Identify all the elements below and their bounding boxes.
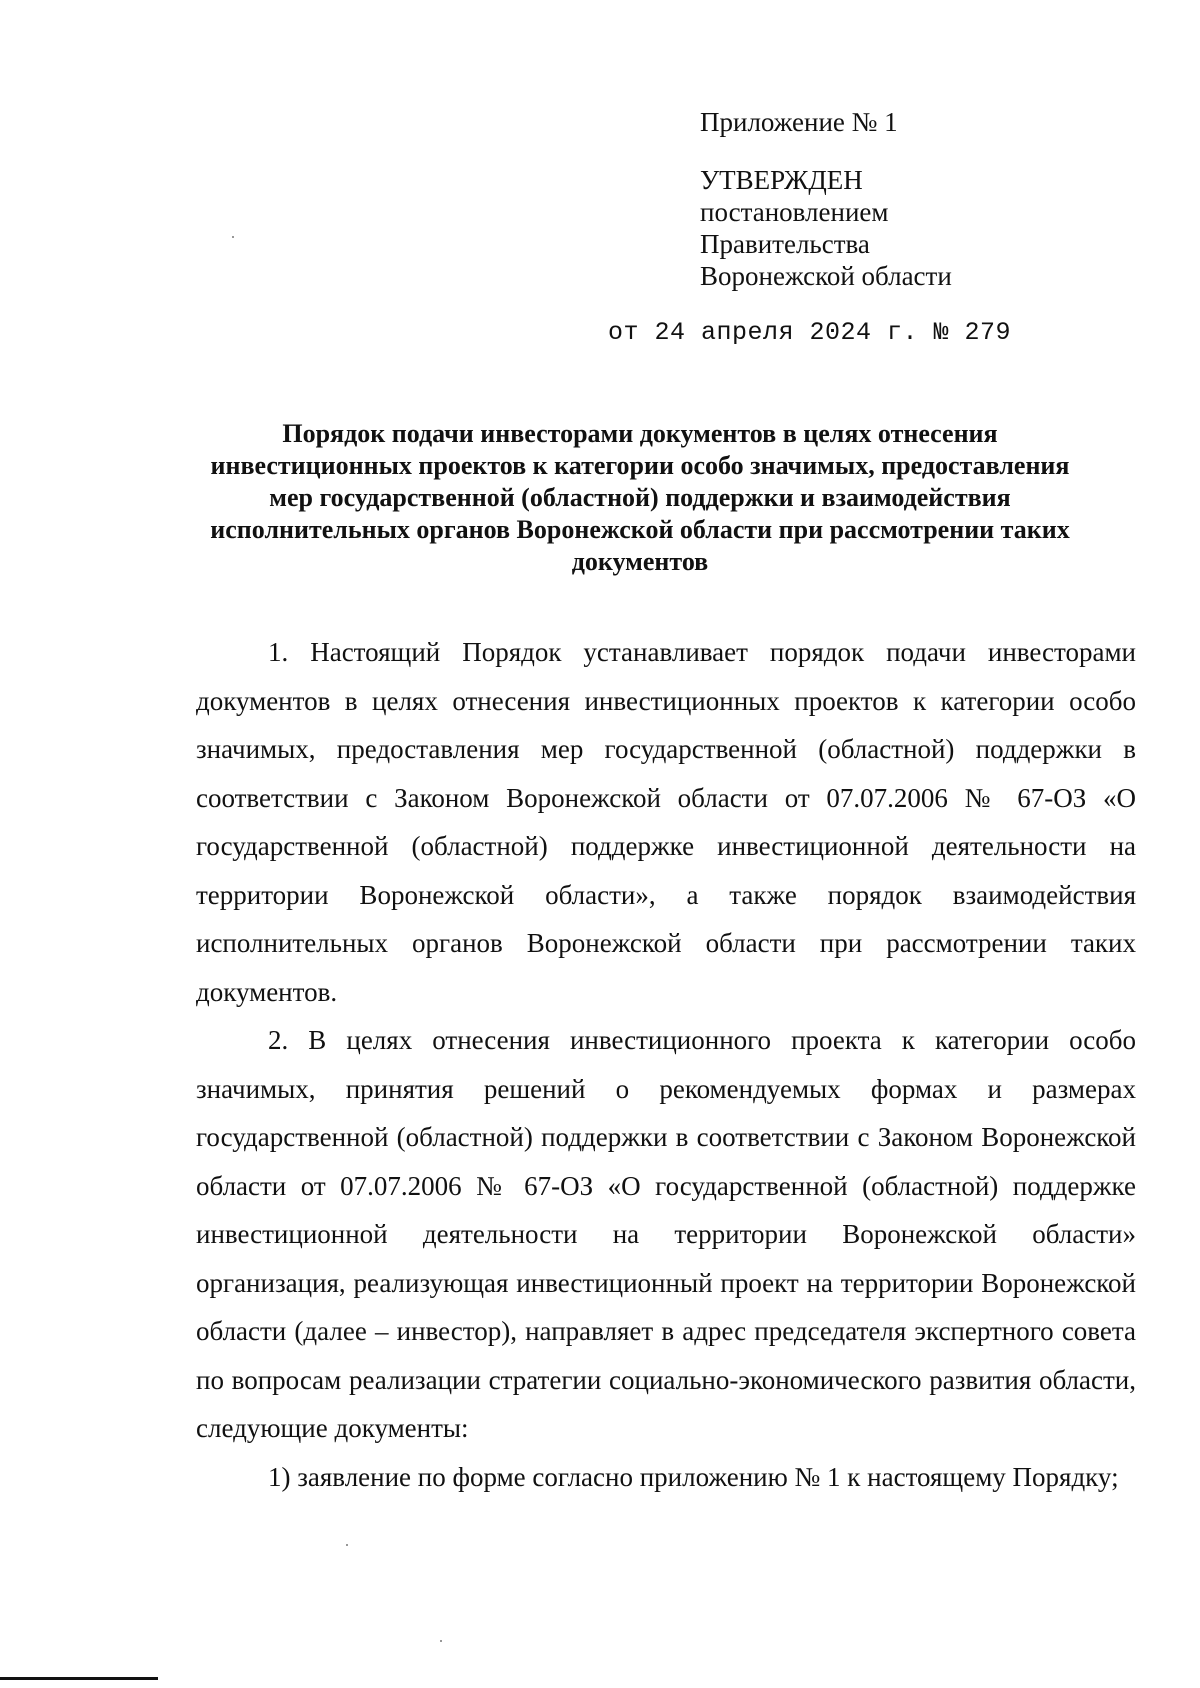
appendix-label: Приложение № 1 [700,107,898,137]
paragraph-3: 1) заявление по форме согласно приложению № 1 к настоящему Порядку; [268,1461,1119,1492]
approved-label: УТВЕРЖДЕН [700,165,863,195]
scan-speck [346,1544,348,1546]
approval-stamp [700,106,952,292]
paragraph-2: 2. В целях отнесения инвестиционного проекта к категории особо значимых, принятия решений о рекомендуемых формах и размерах государственной (областной) поддержки в соответствии с Законом Воронежской области от 07.07.2006 № 67-ОЗ «О государственной (областной) поддержке инвестиционной деятельности на территории Воронежской области» организация, реализующая инвестиционный проект на территории Воронежской области (далее – инвестор), направляет в адрес председателя экспертного совета по вопросам реализации стратегии социально-экономического развития области, следующие документы: [196,1025,1136,1443]
footer-rule [0,1677,158,1680]
approved-by-line-3: Воронежской области [700,261,952,291]
approved-by-line-1: постановлением [700,197,889,227]
decree-date-number: от 24 апреля 2024 г. № 279 [608,318,1012,347]
approved-by-line-2: Правительства [700,229,870,259]
scan-speck [440,1640,442,1642]
scan-speck [232,236,234,238]
document-title: Порядок подачи инвесторами документов в целях отнесения инвестиционных проектов к категории особо значимых, предоставления мер государственной (областной) поддержки и взаимодействия исполнительных органов Воронежской области при рассмотрении таких документов [210,419,1070,576]
paragraph-1: 1. Настоящий Порядок устанавливает порядок подачи инвесторами документов в целях отнесения инвестиционных проектов к категории особо значимых, предоставления мер государственной (областной) поддержки в соответствии с Законом Воронежской области от 07.07.2006 № 67-ОЗ «О государственной (областной) поддержке инвестиционной деятельности на территории Воронежской области», а также порядок взаимодействия исполнительных органов Воронежской области при рассмотрении таких документов. [196,637,1136,1007]
document-body [196,628,1136,1501]
